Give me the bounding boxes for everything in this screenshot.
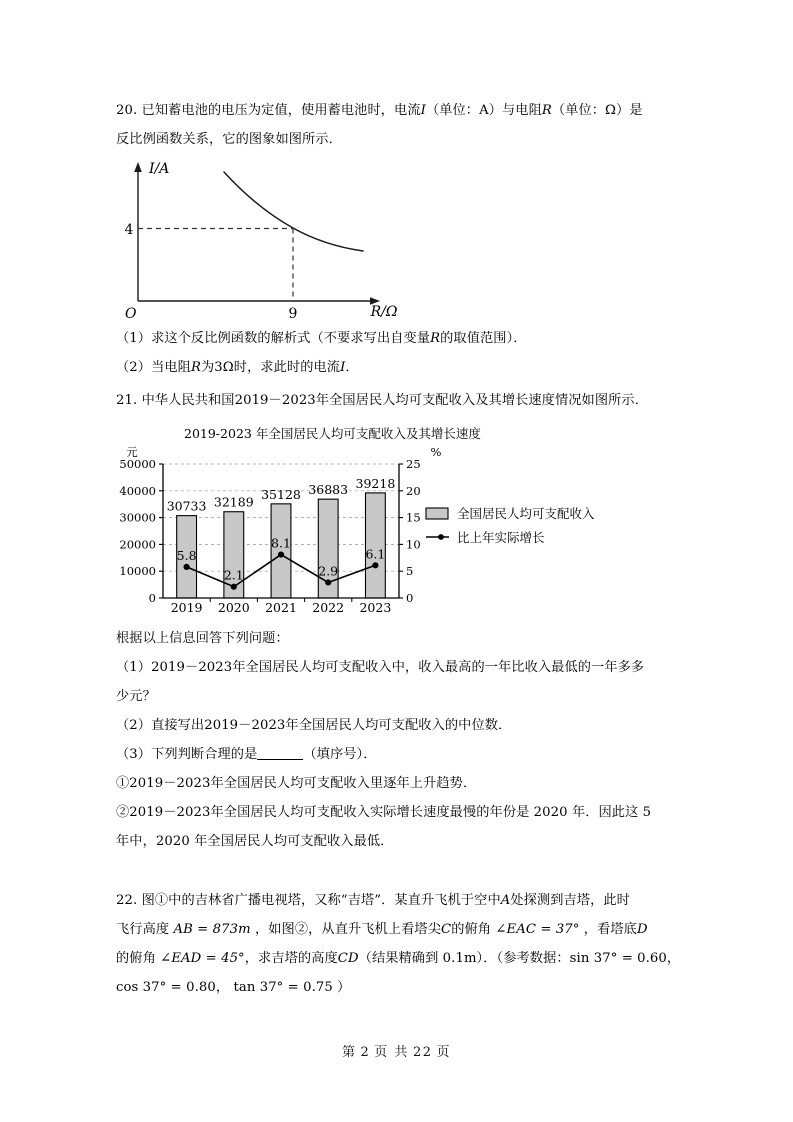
footer-page-number: 2 xyxy=(360,1045,371,1060)
q22-text-l: ） xyxy=(337,980,351,995)
footer-suffix: 页 xyxy=(436,1045,451,1060)
q20-sub1-suffix: 的取值范围）． xyxy=(440,331,527,346)
right-tick-label: 10 xyxy=(406,537,421,552)
line-point xyxy=(325,579,331,585)
figure-q20-inverse-proportion-graph xyxy=(116,156,416,324)
q22-text-a: 图①中的吉林省广播电视塔，又称“吉塔”．某直升飞机于空中 xyxy=(141,893,501,908)
y-axis-arrow xyxy=(134,162,142,172)
line-value-label: 8.1 xyxy=(271,535,291,551)
question-21-stem-text: 中华人民共和国2019－2023年全国居民人均可支配收入及其增长速度情况如图所示． xyxy=(141,393,648,408)
segment-CD: CD xyxy=(337,951,359,966)
category-axis-labels xyxy=(171,598,392,615)
variable-I: I xyxy=(420,103,426,118)
question-21-subquestions xyxy=(116,624,678,856)
q20-sub2-prefix: （2）当电阻 xyxy=(116,360,191,375)
q22-text-e: 的俯角 xyxy=(451,922,492,937)
q22-text-c: 飞行高度 xyxy=(116,922,170,937)
point-C: C xyxy=(441,922,452,937)
left-tick-label: 50000 xyxy=(119,457,156,471)
footer-middle: 页 共 xyxy=(374,1045,409,1060)
question-20-number: 20. xyxy=(116,103,138,118)
question-22-line-4 xyxy=(116,973,678,1002)
left-axis-unit-label: 元 xyxy=(126,445,138,459)
y-axis-label: I/A xyxy=(149,161,170,177)
right-axis-ticks xyxy=(399,457,421,605)
question-22-number: 22. xyxy=(116,893,138,908)
question-20-sub-1 xyxy=(116,324,678,353)
page-footer xyxy=(0,1041,793,1060)
origin-label: O xyxy=(125,306,137,322)
q22-text-h: ，求吉塔的高度 xyxy=(244,951,338,966)
q20-sub1-prefix: （1）求这个反比例函数的解析式（不要求写出自变量 xyxy=(116,331,431,346)
left-tick-label: 40000 xyxy=(119,483,156,498)
legend-label-income: 全国居民人均可支配收入 xyxy=(457,506,595,521)
q22-text-d: ，如图②，从直升飞机上看塔尖 xyxy=(254,922,442,937)
legend-label-growth: 比上年实际增长 xyxy=(457,530,545,545)
q22-text-k: ， xyxy=(215,980,230,995)
question-20-stem-line-2: 反比例函数关系，它的图象如图所示． xyxy=(116,132,342,147)
value-tan37: tan 37° = 0.75 xyxy=(233,980,333,995)
equation-AB: AB = 873m xyxy=(173,922,251,937)
right-tick-label: 20 xyxy=(406,483,421,498)
line-point xyxy=(278,551,284,557)
point-A: A xyxy=(500,893,511,908)
variable-R: R xyxy=(430,331,441,346)
q21-chart-svg xyxy=(116,424,678,620)
question-20-stem-text-b: （单位：A）与电阻 xyxy=(425,103,542,118)
question-22-line-2 xyxy=(116,915,678,944)
point-D: D xyxy=(636,922,648,937)
category-label: 2022 xyxy=(312,600,345,615)
bar-value-label: 32189 xyxy=(213,494,254,510)
left-tick-label: 20000 xyxy=(119,537,156,552)
bar-value-label: 30733 xyxy=(166,498,207,514)
question-20-stem-text-a: 已知蓄电池的电压为定值，使用蓄电池时，电流 xyxy=(141,103,421,118)
line-value-label: 6.1 xyxy=(365,546,386,562)
question-20-subquestions xyxy=(116,324,678,382)
chart-legend xyxy=(426,506,595,545)
question-21-block xyxy=(116,386,678,415)
question-21-sub-3 xyxy=(116,740,678,769)
line-value-label: 5.8 xyxy=(176,547,197,563)
q20-sub2-mid: 为3Ω时，求此时的电流 xyxy=(200,360,341,375)
answer-blank[interactable] xyxy=(257,746,303,760)
question-20-stem-text-c: （单位：Ω）是 xyxy=(551,103,643,118)
q22-text-j: ， xyxy=(666,951,681,966)
question-20-stem-line-1 xyxy=(116,96,678,125)
variable-R: R xyxy=(541,103,552,118)
left-tick-label: 30000 xyxy=(119,510,156,525)
line-value-label: 2.1 xyxy=(223,567,244,583)
question-21-sub-1-line-1: （1）2019－2023年全国居民人均可支配收入中，收入最高的一年比收入最低的一年多多 xyxy=(116,660,645,675)
q21-sub3-suffix: （填序号）． xyxy=(303,747,377,762)
q21-sub3-prefix: （3）下列判断合理的是 xyxy=(116,747,258,762)
right-tick-label: 15 xyxy=(406,510,421,525)
category-label: 2023 xyxy=(359,600,392,615)
angle-EAD: ∠EAD = 45° xyxy=(160,951,245,966)
left-axis-ticks xyxy=(119,457,163,605)
footer-total-pages: 22 xyxy=(412,1045,433,1060)
question-21-item-1: ①2019－2023年全国居民人均可支配收入里逐年上升趋势． xyxy=(116,776,477,791)
right-tick-label: 5 xyxy=(406,564,414,579)
question-21-stem xyxy=(116,386,678,415)
variable-I: I xyxy=(340,360,346,375)
angle-EAC: ∠EAC = 37° xyxy=(495,922,580,937)
question-21-item-2-line-2: 年中，2020 年全国居民人均可支配收入最低． xyxy=(116,834,394,849)
question-20-sub-2 xyxy=(116,353,678,382)
question-21-sub-2: （2）直接写出2019－2023年全国居民人均可支配收入的中位数． xyxy=(116,718,512,733)
category-label: 2021 xyxy=(265,600,297,615)
question-22-line-3 xyxy=(116,944,681,973)
value-sin37: sin 37° = 0.60 xyxy=(569,951,667,966)
q22-text-f: ，看塔底 xyxy=(583,922,637,937)
question-22-line-1 xyxy=(116,886,678,915)
question-21-number: 21. xyxy=(116,393,138,408)
category-label: 2019 xyxy=(170,600,203,615)
chart-title: 2019-2023 年全国居民人均可支配收入及其增长速度 xyxy=(184,426,481,441)
figure-q21-income-chart xyxy=(116,424,678,620)
variable-R: R xyxy=(190,360,201,375)
line-point xyxy=(372,562,378,568)
right-tick-label: 25 xyxy=(406,457,421,471)
question-21-lead: 根据以上信息回答下列问题： xyxy=(116,631,289,646)
question-20-block xyxy=(116,96,678,154)
q20-sub2-suffix: ． xyxy=(345,360,359,375)
bar-value-label: 35128 xyxy=(261,486,301,502)
line-point xyxy=(231,584,237,590)
legend-swatch-line-marker xyxy=(438,534,444,540)
value-cos37: cos 37° = 0.80 xyxy=(116,980,216,995)
left-tick-label: 0 xyxy=(148,591,156,605)
bar xyxy=(271,504,291,598)
question-22-block xyxy=(116,886,681,1002)
footer-prefix: 第 xyxy=(342,1045,357,1060)
legend-swatch-bar xyxy=(426,508,448,519)
question-21-item-2-line-1: ②2019－2023年全国居民人均可支配收入实际增长速度最慢的年份是 2020 年．因此这 5 xyxy=(116,805,652,820)
y-tick-label-4: 4 xyxy=(124,222,134,238)
category-label: 2020 xyxy=(217,600,250,615)
q22-text-b: 处探测到吉塔，此时 xyxy=(510,893,630,908)
left-tick-label: 10000 xyxy=(119,564,156,579)
right-axis-unit-label: % xyxy=(430,445,442,459)
right-tick-label: 0 xyxy=(406,591,414,605)
q22-text-i: （结果精确到 0.1m）．（参考数据： xyxy=(358,951,570,966)
q20-graph-svg xyxy=(116,156,416,324)
x-tick-label-9: 9 xyxy=(288,306,298,322)
bar-value-label: 36883 xyxy=(308,482,349,498)
x-axis-label: R/Ω xyxy=(370,304,398,320)
line-point xyxy=(184,564,190,570)
line-value-label: 2.9 xyxy=(318,563,339,579)
q22-text-g: 的俯角 xyxy=(116,951,156,966)
bar-value-label: 39218 xyxy=(355,475,396,491)
question-21-sub-1-line-2: 少元？ xyxy=(116,689,156,704)
